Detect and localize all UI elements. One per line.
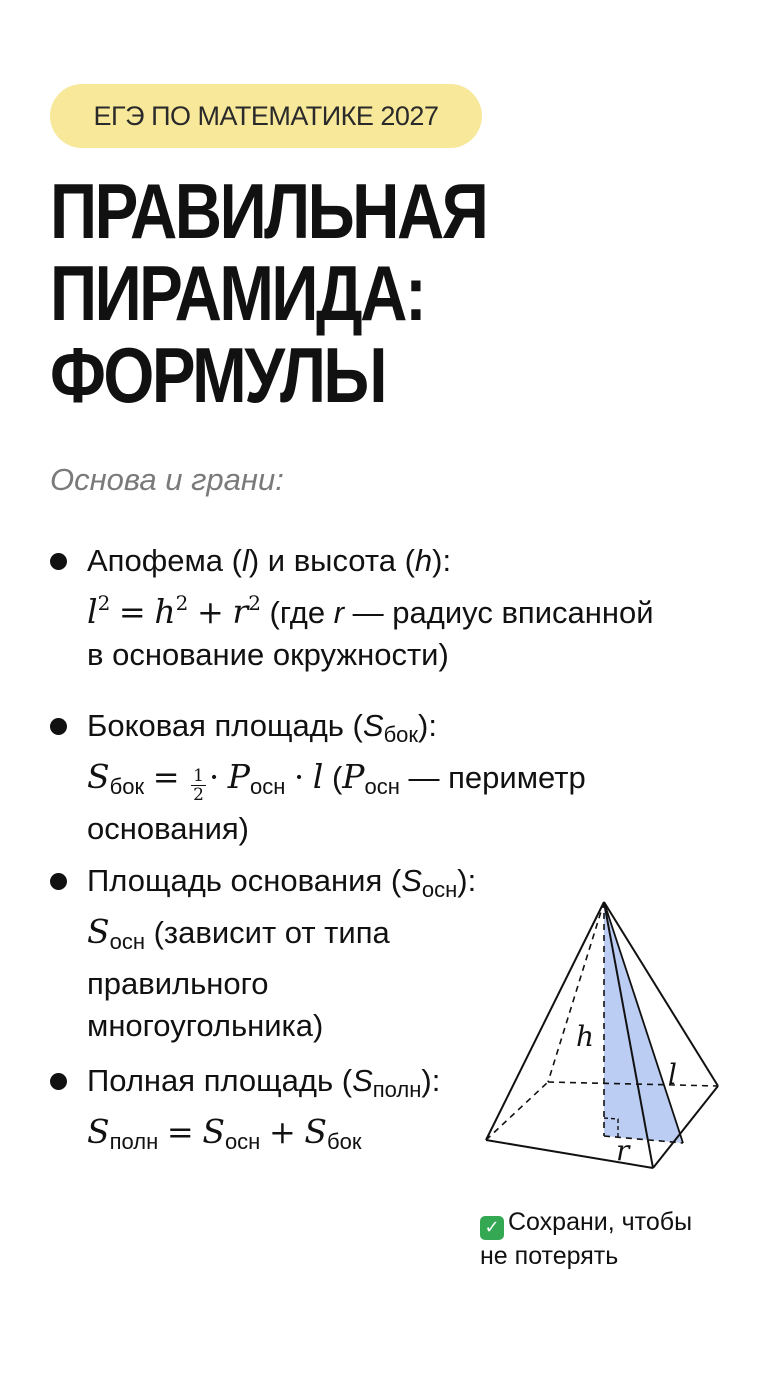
bullet-icon: [50, 718, 67, 735]
bullet-icon: [50, 873, 67, 890]
item-heading: Площадь основания (Sосн):: [87, 863, 477, 902]
save-note-line-2: не потерять: [480, 1242, 619, 1270]
label-r: r: [616, 1134, 630, 1167]
item-note: в основание окружности): [87, 637, 449, 672]
fraction: $\frac{1}{2}$: [193, 766, 204, 805]
title-line-3: ФОРМУЛЫ: [50, 331, 386, 419]
list-item-total-area: [50, 1060, 500, 1163]
subtitle: Основа и грани:: [50, 462, 284, 497]
title-line-1: ПРАВИЛЬНАЯ: [50, 167, 487, 255]
pyramid-diagram: [478, 890, 740, 1180]
bullet-icon: [50, 553, 67, 570]
item-content: [87, 860, 520, 1047]
item-note: основания): [87, 811, 250, 846]
bullet-icon: [50, 1073, 67, 1090]
item-formula: Sосн (зависит от типа: [87, 912, 390, 954]
title-line-2: ПИРАМИДА:: [50, 249, 425, 337]
item-content: [87, 1060, 500, 1163]
list-item-base-area: [50, 860, 520, 1047]
item-heading: Боковая площадь (Sбок):: [87, 708, 437, 747]
item-formula: Sполн = Sосн + Sбок: [87, 1112, 362, 1154]
item-heading: Полная площадь (Sполн):: [87, 1063, 441, 1102]
check-icon: ✓: [480, 1216, 504, 1240]
base-hidden-edge-left: [486, 1082, 548, 1140]
item-content: [87, 705, 740, 850]
item-note: многоугольника): [87, 1008, 324, 1043]
hidden-lateral-edge: [548, 902, 604, 1082]
save-note: [480, 1206, 750, 1272]
label-h: h: [576, 1020, 595, 1053]
item-content: [87, 540, 740, 676]
item-heading: Апофема (l) и высота (h):: [87, 543, 452, 578]
item-formula: $l^2 = h^2 + r^2$ (где r — радиус вписанной: [87, 591, 654, 631]
page-title: [50, 167, 638, 419]
item-formula: Sбок = $\frac{1}{2}$ · Pосн · l (Pосн — периметр: [87, 757, 586, 805]
save-note-line-1: ✓ Сохрани, чтобы: [480, 1206, 750, 1240]
list-item-lateral-area: [50, 705, 740, 850]
topic-tag: ЕГЭ ПО МАТЕМАТИКЕ 2027: [50, 84, 482, 148]
item-note: правильного: [87, 966, 269, 1001]
label-l: l: [668, 1058, 677, 1091]
list-item-apothem: [50, 540, 740, 676]
